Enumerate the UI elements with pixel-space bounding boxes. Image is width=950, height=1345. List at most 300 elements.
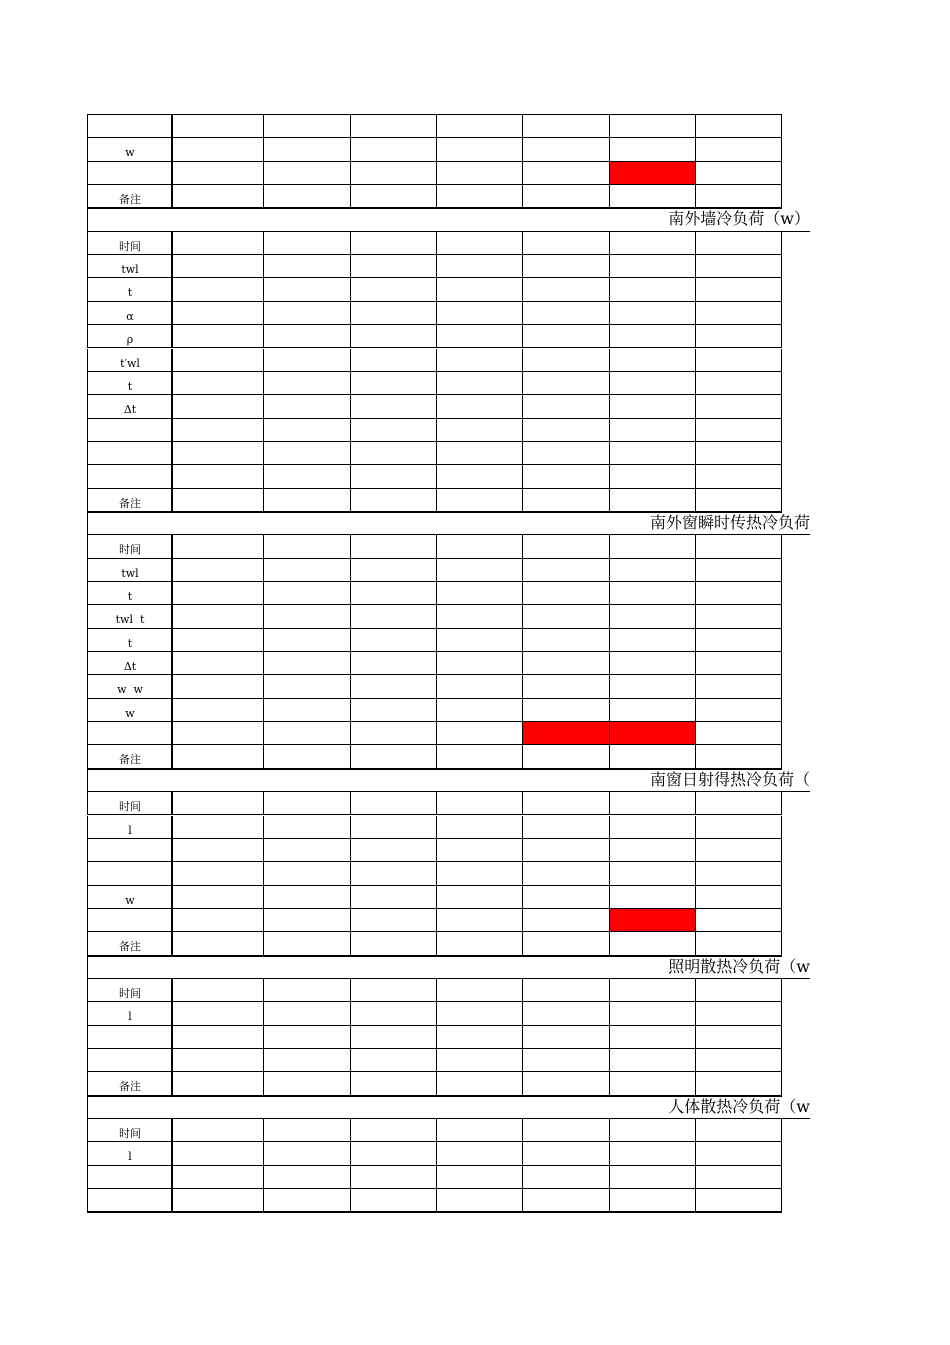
data-cell[interactable]	[696, 419, 782, 442]
data-cell[interactable]	[696, 652, 782, 675]
data-cell[interactable]	[351, 232, 437, 255]
data-cell[interactable]	[696, 1072, 782, 1095]
data-cell[interactable]	[610, 816, 696, 839]
data-cell[interactable]	[437, 115, 523, 138]
data-cell[interactable]	[523, 1119, 610, 1142]
data-cell[interactable]	[264, 138, 351, 161]
data-cell[interactable]	[173, 932, 264, 955]
data-cell[interactable]	[264, 652, 351, 675]
data-cell[interactable]	[523, 1166, 610, 1189]
data-cell[interactable]	[610, 302, 696, 325]
data-cell[interactable]	[264, 489, 351, 512]
data-cell[interactable]	[173, 722, 264, 745]
data-cell[interactable]	[351, 839, 437, 862]
data-cell[interactable]	[610, 138, 696, 161]
data-cell[interactable]	[523, 1026, 610, 1049]
data-cell[interactable]	[264, 1142, 351, 1165]
data-cell[interactable]	[173, 909, 264, 932]
data-cell[interactable]	[696, 372, 782, 395]
data-cell[interactable]	[351, 745, 437, 768]
data-cell[interactable]	[523, 1049, 610, 1072]
data-cell[interactable]	[437, 699, 523, 722]
highlighted-cell[interactable]	[523, 722, 610, 745]
data-cell[interactable]	[523, 138, 610, 161]
data-cell[interactable]	[523, 255, 610, 278]
data-cell[interactable]	[696, 1189, 782, 1212]
data-cell[interactable]	[696, 699, 782, 722]
data-cell[interactable]	[610, 465, 696, 488]
data-cell[interactable]	[610, 652, 696, 675]
data-cell[interactable]	[264, 419, 351, 442]
data-cell[interactable]	[696, 1026, 782, 1049]
data-cell[interactable]	[523, 745, 610, 768]
data-cell[interactable]	[173, 115, 264, 138]
data-cell[interactable]	[173, 1189, 264, 1212]
data-cell[interactable]	[523, 185, 610, 208]
data-cell[interactable]	[437, 442, 523, 465]
data-cell[interactable]	[351, 489, 437, 512]
data-cell[interactable]	[264, 839, 351, 862]
data-cell[interactable]	[523, 232, 610, 255]
data-cell[interactable]	[351, 582, 437, 605]
data-cell[interactable]	[696, 278, 782, 301]
data-cell[interactable]	[264, 816, 351, 839]
data-cell[interactable]	[696, 115, 782, 138]
data-cell[interactable]	[437, 372, 523, 395]
data-cell[interactable]	[173, 816, 264, 839]
data-cell[interactable]	[264, 722, 351, 745]
data-cell[interactable]	[696, 816, 782, 839]
data-cell[interactable]	[610, 792, 696, 815]
data-cell[interactable]	[523, 652, 610, 675]
data-cell[interactable]	[610, 605, 696, 628]
data-cell[interactable]	[173, 372, 264, 395]
data-cell[interactable]	[696, 909, 782, 932]
data-cell[interactable]	[264, 1072, 351, 1095]
data-cell[interactable]	[351, 675, 437, 698]
data-cell[interactable]	[523, 932, 610, 955]
data-cell[interactable]	[437, 1072, 523, 1095]
data-cell[interactable]	[437, 1166, 523, 1189]
data-cell[interactable]	[173, 745, 264, 768]
data-cell[interactable]	[696, 745, 782, 768]
data-cell[interactable]	[264, 278, 351, 301]
data-cell[interactable]	[523, 325, 610, 348]
data-cell[interactable]	[610, 582, 696, 605]
data-cell[interactable]	[523, 839, 610, 862]
data-cell[interactable]	[351, 535, 437, 558]
data-cell[interactable]	[523, 559, 610, 582]
data-cell[interactable]	[437, 932, 523, 955]
data-cell[interactable]	[610, 699, 696, 722]
row-label-cell[interactable]	[87, 442, 173, 465]
data-cell[interactable]	[264, 862, 351, 885]
data-cell[interactable]	[437, 1119, 523, 1142]
data-cell[interactable]	[696, 162, 782, 185]
data-cell[interactable]	[437, 465, 523, 488]
data-cell[interactable]	[264, 699, 351, 722]
data-cell[interactable]	[437, 652, 523, 675]
data-cell[interactable]	[173, 1049, 264, 1072]
data-cell[interactable]	[523, 535, 610, 558]
data-cell[interactable]	[696, 932, 782, 955]
data-cell[interactable]	[696, 559, 782, 582]
data-cell[interactable]	[173, 862, 264, 885]
data-cell[interactable]	[437, 582, 523, 605]
data-cell[interactable]	[696, 489, 782, 512]
data-cell[interactable]	[437, 629, 523, 652]
data-cell[interactable]	[696, 395, 782, 418]
data-cell[interactable]	[351, 816, 437, 839]
data-cell[interactable]	[610, 675, 696, 698]
data-cell[interactable]	[351, 792, 437, 815]
data-cell[interactable]	[437, 349, 523, 372]
row-label-cell[interactable]	[87, 722, 173, 745]
row-label-cell[interactable]	[87, 419, 173, 442]
data-cell[interactable]	[264, 115, 351, 138]
data-cell[interactable]	[610, 745, 696, 768]
data-cell[interactable]	[264, 372, 351, 395]
data-cell[interactable]	[437, 325, 523, 348]
data-cell[interactable]	[523, 605, 610, 628]
data-cell[interactable]	[610, 862, 696, 885]
data-cell[interactable]	[437, 1002, 523, 1025]
data-cell[interactable]	[351, 722, 437, 745]
data-cell[interactable]	[264, 675, 351, 698]
data-cell[interactable]	[523, 816, 610, 839]
data-cell[interactable]	[173, 162, 264, 185]
data-cell[interactable]	[437, 559, 523, 582]
data-cell[interactable]	[264, 1166, 351, 1189]
data-cell[interactable]	[437, 302, 523, 325]
data-cell[interactable]	[264, 1119, 351, 1142]
data-cell[interactable]	[696, 138, 782, 161]
data-cell[interactable]	[523, 1189, 610, 1212]
data-cell[interactable]	[264, 745, 351, 768]
data-cell[interactable]	[610, 1166, 696, 1189]
data-cell[interactable]	[264, 465, 351, 488]
data-cell[interactable]	[523, 675, 610, 698]
data-cell[interactable]	[610, 115, 696, 138]
data-cell[interactable]	[351, 605, 437, 628]
data-cell[interactable]	[610, 979, 696, 1002]
data-cell[interactable]	[173, 278, 264, 301]
data-cell[interactable]	[173, 442, 264, 465]
data-cell[interactable]	[696, 629, 782, 652]
data-cell[interactable]	[610, 185, 696, 208]
data-cell[interactable]	[437, 419, 523, 442]
data-cell[interactable]	[264, 909, 351, 932]
data-cell[interactable]	[173, 559, 264, 582]
data-cell[interactable]	[437, 862, 523, 885]
data-cell[interactable]	[351, 1072, 437, 1095]
data-cell[interactable]	[523, 115, 610, 138]
data-cell[interactable]	[351, 162, 437, 185]
data-cell[interactable]	[437, 886, 523, 909]
data-cell[interactable]	[264, 792, 351, 815]
data-cell[interactable]	[610, 232, 696, 255]
data-cell[interactable]	[173, 839, 264, 862]
data-cell[interactable]	[437, 162, 523, 185]
data-cell[interactable]	[351, 138, 437, 161]
row-label-cell[interactable]	[87, 1189, 173, 1212]
data-cell[interactable]	[173, 1072, 264, 1095]
data-cell[interactable]	[610, 839, 696, 862]
data-cell[interactable]	[437, 395, 523, 418]
data-cell[interactable]	[437, 255, 523, 278]
data-cell[interactable]	[351, 115, 437, 138]
data-cell[interactable]	[351, 1049, 437, 1072]
data-cell[interactable]	[264, 605, 351, 628]
data-cell[interactable]	[351, 862, 437, 885]
highlighted-cell[interactable]	[610, 909, 696, 932]
row-label-cell[interactable]	[87, 1166, 173, 1189]
data-cell[interactable]	[351, 395, 437, 418]
data-cell[interactable]	[696, 465, 782, 488]
data-cell[interactable]	[523, 862, 610, 885]
data-cell[interactable]	[351, 1189, 437, 1212]
data-cell[interactable]	[696, 349, 782, 372]
data-cell[interactable]	[523, 465, 610, 488]
data-cell[interactable]	[523, 582, 610, 605]
data-cell[interactable]	[610, 442, 696, 465]
data-cell[interactable]	[173, 582, 264, 605]
data-cell[interactable]	[696, 886, 782, 909]
data-cell[interactable]	[264, 1026, 351, 1049]
data-cell[interactable]	[610, 932, 696, 955]
data-cell[interactable]	[696, 839, 782, 862]
data-cell[interactable]	[173, 1119, 264, 1142]
data-cell[interactable]	[437, 675, 523, 698]
data-cell[interactable]	[173, 185, 264, 208]
data-cell[interactable]	[351, 559, 437, 582]
data-cell[interactable]	[696, 1166, 782, 1189]
data-cell[interactable]	[696, 722, 782, 745]
data-cell[interactable]	[437, 722, 523, 745]
data-cell[interactable]	[351, 372, 437, 395]
data-cell[interactable]	[523, 886, 610, 909]
data-cell[interactable]	[264, 582, 351, 605]
highlighted-cell[interactable]	[610, 162, 696, 185]
data-cell[interactable]	[437, 816, 523, 839]
data-cell[interactable]	[173, 255, 264, 278]
data-cell[interactable]	[437, 535, 523, 558]
data-cell[interactable]	[351, 979, 437, 1002]
data-cell[interactable]	[351, 652, 437, 675]
data-cell[interactable]	[264, 886, 351, 909]
data-cell[interactable]	[437, 489, 523, 512]
data-cell[interactable]	[351, 302, 437, 325]
row-label-cell[interactable]	[87, 465, 173, 488]
data-cell[interactable]	[696, 675, 782, 698]
data-cell[interactable]	[696, 302, 782, 325]
data-cell[interactable]	[351, 255, 437, 278]
data-cell[interactable]	[610, 255, 696, 278]
data-cell[interactable]	[523, 1002, 610, 1025]
data-cell[interactable]	[523, 629, 610, 652]
data-cell[interactable]	[173, 1166, 264, 1189]
data-cell[interactable]	[523, 302, 610, 325]
data-cell[interactable]	[696, 1002, 782, 1025]
data-cell[interactable]	[351, 1119, 437, 1142]
data-cell[interactable]	[264, 559, 351, 582]
row-label-cell[interactable]	[87, 909, 173, 932]
data-cell[interactable]	[173, 792, 264, 815]
data-cell[interactable]	[610, 1049, 696, 1072]
data-cell[interactable]	[523, 278, 610, 301]
data-cell[interactable]	[696, 1142, 782, 1165]
data-cell[interactable]	[173, 232, 264, 255]
data-cell[interactable]	[351, 325, 437, 348]
data-cell[interactable]	[610, 1026, 696, 1049]
data-cell[interactable]	[264, 325, 351, 348]
data-cell[interactable]	[523, 1142, 610, 1165]
data-cell[interactable]	[351, 699, 437, 722]
data-cell[interactable]	[610, 395, 696, 418]
data-cell[interactable]	[264, 1049, 351, 1072]
data-cell[interactable]	[523, 395, 610, 418]
row-label-cell[interactable]	[87, 115, 173, 138]
data-cell[interactable]	[696, 185, 782, 208]
data-cell[interactable]	[173, 349, 264, 372]
data-cell[interactable]	[610, 419, 696, 442]
data-cell[interactable]	[523, 442, 610, 465]
data-cell[interactable]	[264, 442, 351, 465]
data-cell[interactable]	[696, 325, 782, 348]
data-cell[interactable]	[351, 886, 437, 909]
data-cell[interactable]	[264, 1189, 351, 1212]
data-cell[interactable]	[173, 1026, 264, 1049]
data-cell[interactable]	[351, 909, 437, 932]
data-cell[interactable]	[523, 792, 610, 815]
data-cell[interactable]	[523, 1072, 610, 1095]
data-cell[interactable]	[351, 349, 437, 372]
data-cell[interactable]	[437, 839, 523, 862]
data-cell[interactable]	[173, 302, 264, 325]
data-cell[interactable]	[437, 185, 523, 208]
data-cell[interactable]	[173, 605, 264, 628]
data-cell[interactable]	[610, 349, 696, 372]
data-cell[interactable]	[264, 629, 351, 652]
data-cell[interactable]	[437, 1049, 523, 1072]
data-cell[interactable]	[523, 349, 610, 372]
data-cell[interactable]	[523, 489, 610, 512]
data-cell[interactable]	[523, 909, 610, 932]
data-cell[interactable]	[173, 652, 264, 675]
data-cell[interactable]	[173, 535, 264, 558]
data-cell[interactable]	[610, 489, 696, 512]
data-cell[interactable]	[351, 1002, 437, 1025]
data-cell[interactable]	[264, 932, 351, 955]
data-cell[interactable]	[437, 792, 523, 815]
data-cell[interactable]	[264, 535, 351, 558]
data-cell[interactable]	[173, 1142, 264, 1165]
data-cell[interactable]	[173, 395, 264, 418]
data-cell[interactable]	[351, 1026, 437, 1049]
data-cell[interactable]	[351, 465, 437, 488]
data-cell[interactable]	[264, 185, 351, 208]
data-cell[interactable]	[610, 886, 696, 909]
data-cell[interactable]	[351, 1142, 437, 1165]
data-cell[interactable]	[610, 372, 696, 395]
data-cell[interactable]	[264, 302, 351, 325]
data-cell[interactable]	[610, 1002, 696, 1025]
data-cell[interactable]	[173, 138, 264, 161]
data-cell[interactable]	[696, 442, 782, 465]
data-cell[interactable]	[610, 1072, 696, 1095]
data-cell[interactable]	[173, 325, 264, 348]
row-label-cell[interactable]	[87, 1049, 173, 1072]
data-cell[interactable]	[351, 278, 437, 301]
data-cell[interactable]	[264, 162, 351, 185]
data-cell[interactable]	[696, 232, 782, 255]
data-cell[interactable]	[173, 629, 264, 652]
data-cell[interactable]	[173, 886, 264, 909]
data-cell[interactable]	[523, 419, 610, 442]
data-cell[interactable]	[264, 1002, 351, 1025]
data-cell[interactable]	[437, 909, 523, 932]
data-cell[interactable]	[437, 1142, 523, 1165]
data-cell[interactable]	[173, 1002, 264, 1025]
data-cell[interactable]	[610, 1142, 696, 1165]
data-cell[interactable]	[173, 675, 264, 698]
data-cell[interactable]	[696, 535, 782, 558]
data-cell[interactable]	[351, 932, 437, 955]
data-cell[interactable]	[696, 1049, 782, 1072]
data-cell[interactable]	[264, 255, 351, 278]
data-cell[interactable]	[610, 278, 696, 301]
data-cell[interactable]	[351, 419, 437, 442]
data-cell[interactable]	[523, 162, 610, 185]
data-cell[interactable]	[264, 349, 351, 372]
row-label-cell[interactable]	[87, 839, 173, 862]
data-cell[interactable]	[264, 395, 351, 418]
data-cell[interactable]	[437, 1189, 523, 1212]
data-cell[interactable]	[610, 1119, 696, 1142]
data-cell[interactable]	[437, 1026, 523, 1049]
data-cell[interactable]	[437, 745, 523, 768]
data-cell[interactable]	[523, 372, 610, 395]
data-cell[interactable]	[696, 792, 782, 815]
data-cell[interactable]	[696, 979, 782, 1002]
data-cell[interactable]	[610, 559, 696, 582]
data-cell[interactable]	[351, 185, 437, 208]
data-cell[interactable]	[523, 979, 610, 1002]
highlighted-cell[interactable]	[610, 722, 696, 745]
data-cell[interactable]	[437, 979, 523, 1002]
data-cell[interactable]	[696, 582, 782, 605]
data-cell[interactable]	[437, 278, 523, 301]
data-cell[interactable]	[264, 979, 351, 1002]
data-cell[interactable]	[437, 232, 523, 255]
row-label-cell[interactable]	[87, 162, 173, 185]
data-cell[interactable]	[264, 232, 351, 255]
data-cell[interactable]	[351, 1166, 437, 1189]
row-label-cell[interactable]	[87, 1026, 173, 1049]
data-cell[interactable]	[696, 862, 782, 885]
data-cell[interactable]	[696, 605, 782, 628]
data-cell[interactable]	[696, 1119, 782, 1142]
data-cell[interactable]	[610, 629, 696, 652]
data-cell[interactable]	[173, 979, 264, 1002]
data-cell[interactable]	[696, 255, 782, 278]
data-cell[interactable]	[610, 1189, 696, 1212]
data-cell[interactable]	[173, 699, 264, 722]
data-cell[interactable]	[437, 605, 523, 628]
data-cell[interactable]	[610, 535, 696, 558]
data-cell[interactable]	[351, 629, 437, 652]
data-cell[interactable]	[351, 442, 437, 465]
